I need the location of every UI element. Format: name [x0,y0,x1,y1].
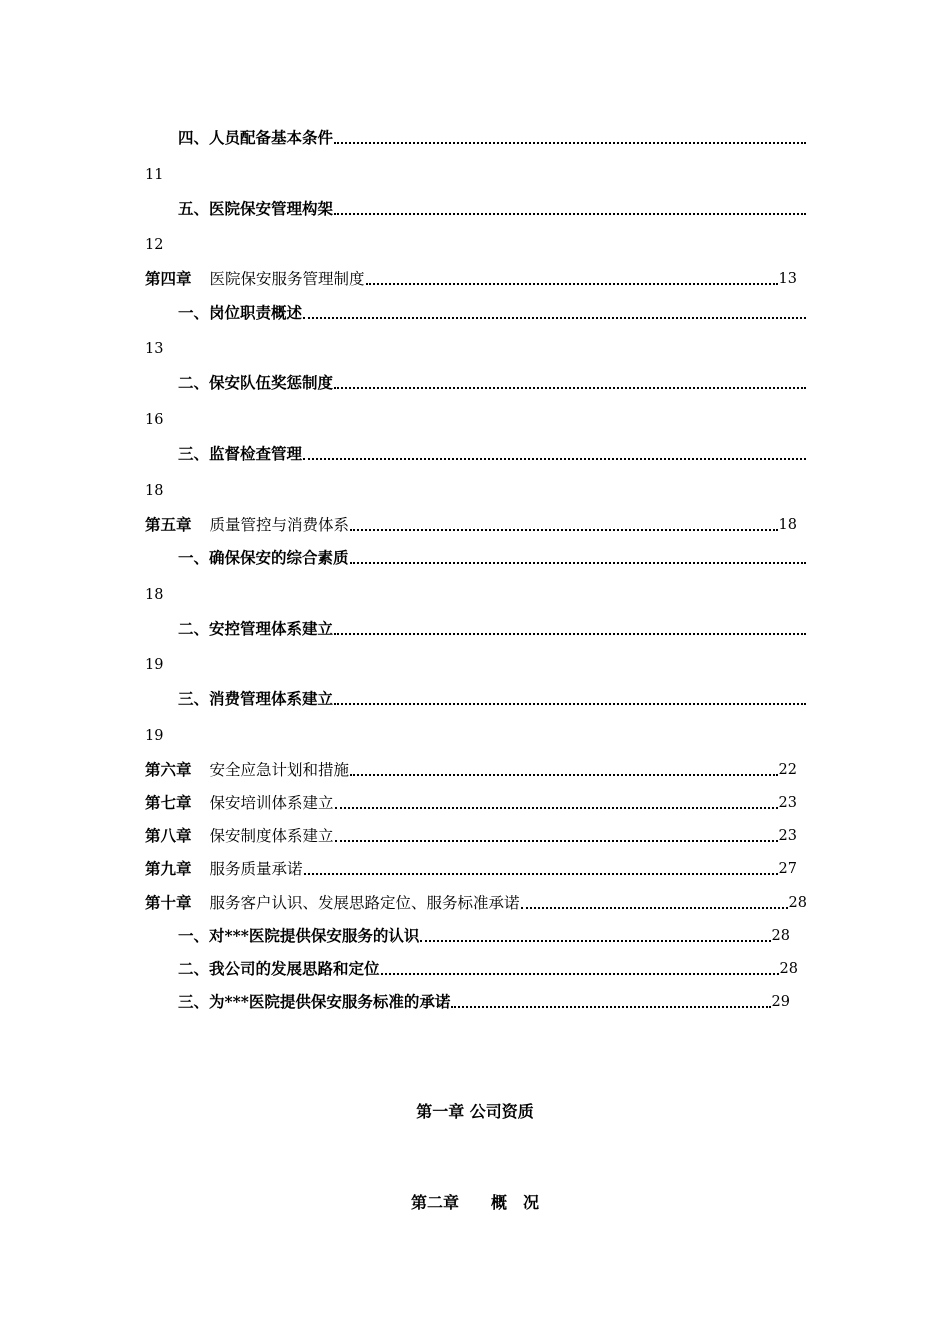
toc-chapter-entry[interactable] [145,789,797,813]
toc-entry[interactable] [178,922,790,946]
toc-entry-title: 四、人员配备基本条件 [178,128,334,147]
toc-entry-page: 29 [771,994,790,1010]
toc-leader [334,386,806,389]
toc-entry-page: 13 [145,341,164,357]
toc-entry[interactable] [178,440,807,464]
toc-chapter-number: 第八章 [145,826,192,845]
toc-entry-page: 22 [778,762,797,778]
toc-entry-page: 23 [778,795,797,811]
toc-entry-page: 23 [778,828,797,844]
toc-chapter-entry[interactable] [145,889,807,913]
toc-entry[interactable] [178,195,807,219]
toc-leader [350,528,778,531]
toc-leader [334,632,806,635]
toc-leader [366,282,778,285]
toc-entry-title: 一、确保保安的综合素质 [178,548,349,567]
toc-entry-title: 二、保安队伍奖惩制度 [178,373,334,392]
toc-entry[interactable] [178,124,807,148]
toc-chapter-number: 第九章 [145,859,192,878]
toc-entry-page: 19 [145,657,164,673]
toc-leader [335,839,778,842]
toc-entry-page: 11 [145,167,164,183]
toc-entry-title: 二、我公司的发展思路和定位 [178,959,380,978]
chapter-heading: 第二章 概 况 [410,1193,539,1212]
toc-entry[interactable] [178,369,807,393]
toc-leader [521,906,788,909]
toc-entry-page: 18 [145,483,164,499]
toc-entry-page: 27 [778,861,797,877]
toc-chapter-entry[interactable] [145,511,797,535]
toc-entry-page: 16 [145,412,164,428]
toc-entry-title: 服务客户认识、发展思路定位、服务标准承诺 [209,894,520,912]
toc-entry-page: 18 [778,517,797,533]
toc-entry-title: 二、安控管理体系建立 [178,619,334,638]
toc-entry[interactable] [178,615,807,639]
toc-entry-title: 安全应急计划和措施 [209,761,350,779]
toc-entry-page: 12 [145,237,164,253]
toc-entry[interactable] [178,299,807,323]
toc-entry[interactable] [178,988,790,1012]
toc-entry-page: 19 [145,728,164,744]
toc-entry-title: 三、监督检查管理 [178,444,303,463]
toc-leader [381,972,779,975]
chapter-heading: 第一章 公司资质 [416,1102,534,1121]
toc-leader [350,561,806,564]
toc-leader [304,872,778,875]
toc-entry-page: 18 [145,587,164,603]
toc-leader [350,773,778,776]
toc-chapter-entry[interactable] [145,756,797,780]
toc-entry-page: 28 [771,928,790,944]
toc-entry[interactable] [178,685,807,709]
toc-entry[interactable] [178,955,798,979]
toc-chapter-entry[interactable] [145,265,797,289]
toc-entry-title: 保安制度体系建立 [209,827,334,845]
toc-entry-page: 13 [778,271,797,287]
toc-entry-title: 服务质量承诺 [209,860,303,878]
toc-entry-title: 五、医院保安管理构架 [178,199,334,218]
toc-chapter-number: 第四章 [145,269,192,288]
toc-leader [334,702,806,705]
toc-leader [451,1005,770,1008]
toc-entry-title: 三、消费管理体系建立 [178,689,334,708]
toc-leader [334,212,806,215]
toc-chapter-entry[interactable] [145,822,797,846]
toc-leader [420,939,770,942]
toc-entry-title: 保安培训体系建立 [209,794,334,812]
toc-entry-title: 医院保安服务管理制度 [209,270,365,288]
toc-entry[interactable] [178,544,807,568]
toc-entry-title: 三、为***医院提供保安服务标准的承诺 [178,992,451,1011]
toc-chapter-number: 第五章 [145,515,192,534]
toc-leader [334,141,806,144]
toc-entry-title: 一、岗位职责概述 [178,303,303,322]
toc-entry-page: 28 [788,895,807,911]
toc-entry-title: 质量管控与消费体系 [209,516,350,534]
toc-chapter-number: 第七章 [145,793,192,812]
toc-chapter-number: 第十章 [145,893,192,912]
toc-entry-title: 一、对***医院提供保安服务的认识 [178,926,420,945]
toc-leader [335,806,778,809]
toc-chapter-entry[interactable] [145,855,797,879]
toc-leader [303,457,806,460]
toc-entry-page: 28 [779,961,798,977]
toc-chapter-number: 第六章 [145,760,192,779]
toc-leader [303,316,806,319]
